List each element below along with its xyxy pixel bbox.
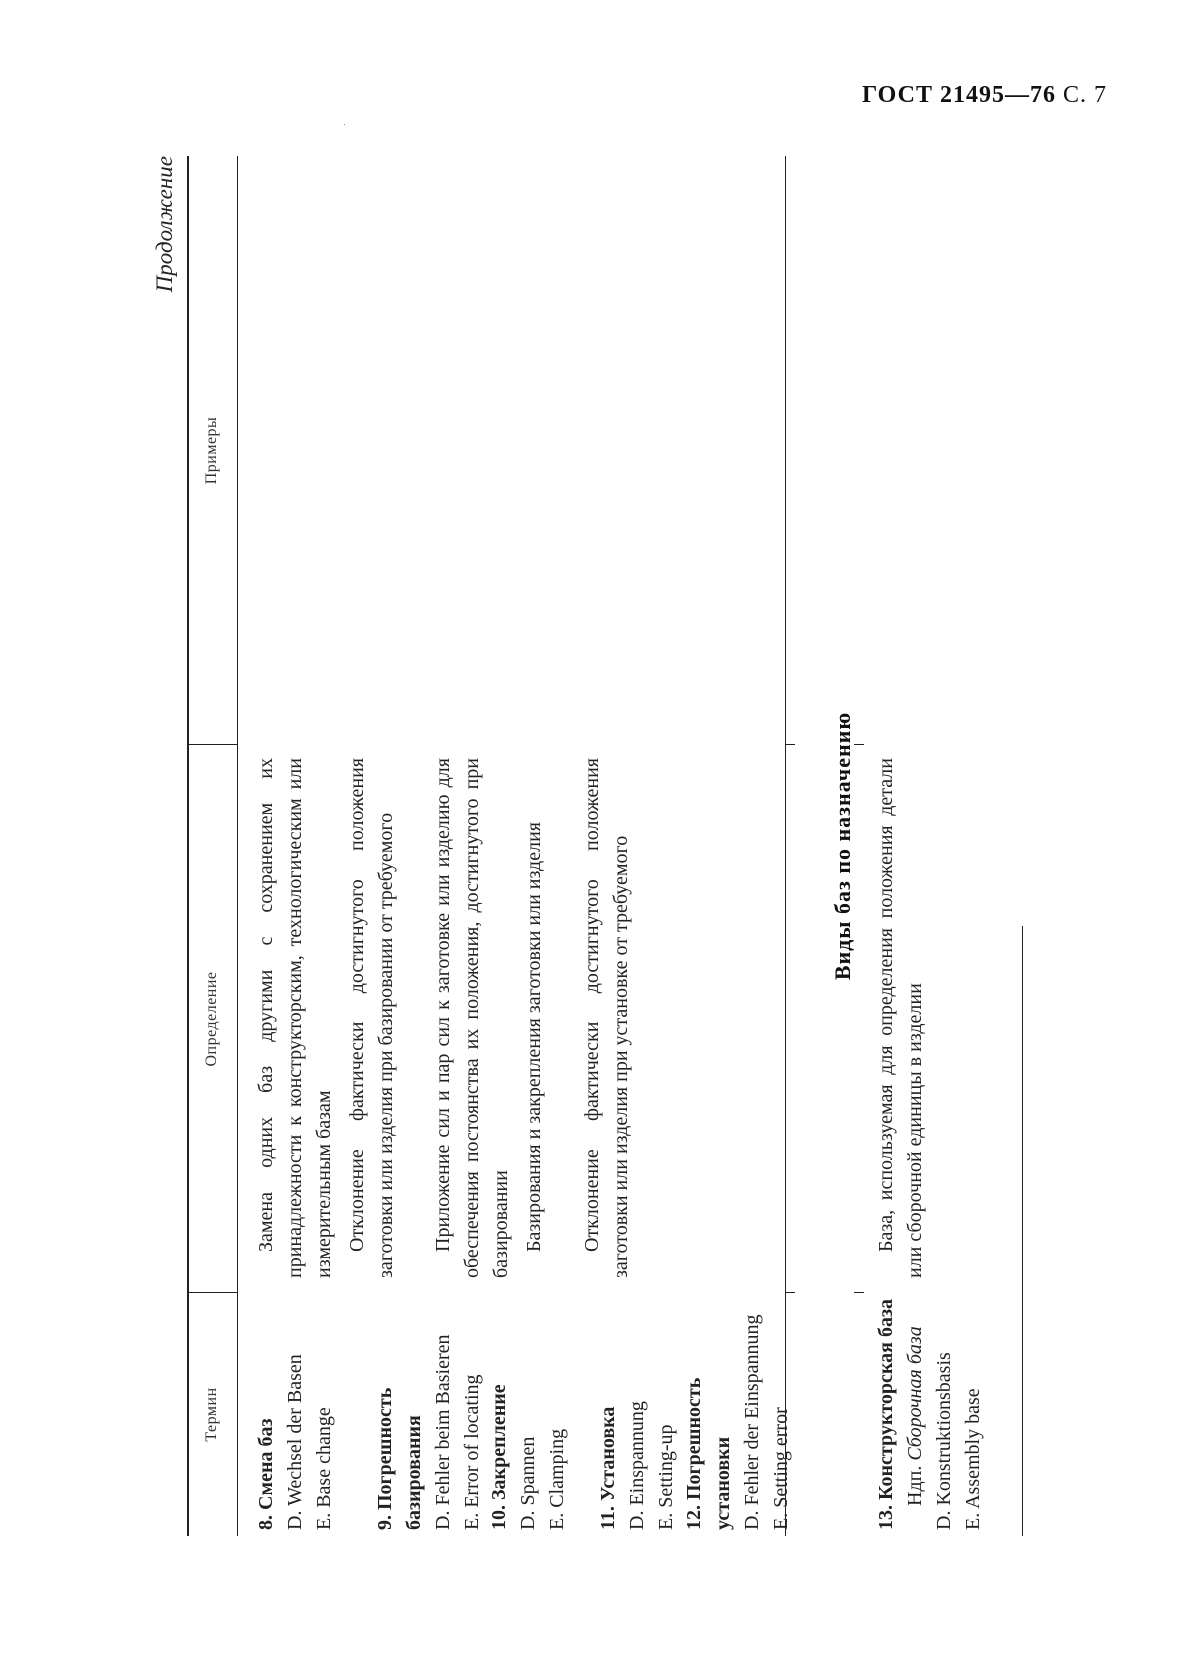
- term-synonym: [901, 1298, 930, 1530]
- column-header-definition: Определение: [203, 971, 220, 1067]
- rotated-table-page: [152, 156, 1082, 1536]
- term-english: E. Setting-up: [655, 1424, 677, 1530]
- term-title: 9. Погрешность базирования: [374, 1387, 425, 1530]
- term-german: D. Konstruktionsbasis: [933, 1352, 955, 1530]
- term-german: D. Fehler der Einspannung: [741, 1314, 763, 1530]
- definition-text: Базирования и закрепления заготовки или изделия: [523, 822, 545, 1252]
- definition-text: Отклонение фактически достигнутого положения заготовки или изделия при установке от требуемого: [581, 758, 632, 1278]
- section-bottom-rule: [1022, 926, 1023, 1536]
- standard-number: ГОСТ 21495—76: [862, 82, 1056, 108]
- section-title: Виды баз по назначению: [830, 711, 855, 981]
- definition-text: Замена одних баз другими с сохранением их принадлежности к конструкторским, технологическим или измерительным базам: [255, 758, 335, 1278]
- definition-column: [252, 758, 636, 1278]
- synonym-term: Сборочная база: [904, 1326, 926, 1461]
- scan-speck: [344, 124, 345, 125]
- table-row: [680, 1298, 796, 1530]
- column-divider-1-foot: [785, 1292, 795, 1293]
- term-german: D. Spannen: [517, 1436, 539, 1530]
- term-english: E. Setting error: [770, 1407, 792, 1530]
- section-definition-cell: [872, 758, 930, 1278]
- term-german: D. Einspannung: [626, 1401, 648, 1530]
- table-row: [371, 1298, 483, 1530]
- term-title: 12. Погрешность установки: [683, 1377, 734, 1530]
- term-german: D. Fehler beim Basieren: [432, 1334, 454, 1530]
- definition-text: База, используемая для определения положения детали или сборочной единицы в изделии: [875, 758, 926, 1278]
- page-header: [862, 82, 1107, 109]
- term-english: E. Clamping: [546, 1428, 568, 1530]
- column-header-examples: Примеры: [203, 416, 220, 485]
- term-english: E. Base change: [313, 1407, 335, 1530]
- table-row: [252, 1298, 357, 1530]
- term-german: D. Wechsel der Basen: [284, 1354, 306, 1530]
- term-column: [252, 1298, 810, 1530]
- continuation-label: Продолжение: [152, 156, 177, 293]
- table-row: [594, 1298, 677, 1530]
- term-english: E. Assembly base: [962, 1388, 984, 1530]
- section-term-cell: [872, 1298, 988, 1530]
- term-title: 8. Смена баз: [255, 1418, 277, 1530]
- term-title: 11. Установка: [597, 1406, 619, 1530]
- term-english: E. Error of locating: [461, 1374, 483, 1530]
- column-header-term: Термин: [203, 1387, 220, 1442]
- column-divider-2-foot: [785, 744, 795, 745]
- table-row: [485, 1298, 580, 1530]
- term-title: 10. Закрепление: [488, 1384, 510, 1530]
- definition-text: Приложение сил и пар сил к заготовке или изделию для обеспечения постоянства их положения, достигнутого при базировании: [432, 758, 512, 1278]
- page-number: С. 7: [1062, 82, 1107, 108]
- definition-text: Отклонение фактически достигнутого положения заготовки или изделия при базировании от требуемого: [346, 758, 397, 1278]
- table-header-rule: [237, 156, 238, 1536]
- synonym-prefix: Ндп.: [904, 1465, 926, 1506]
- term-title: 13. Конструкторская база: [875, 1299, 897, 1530]
- table-top-rule: [187, 156, 189, 1536]
